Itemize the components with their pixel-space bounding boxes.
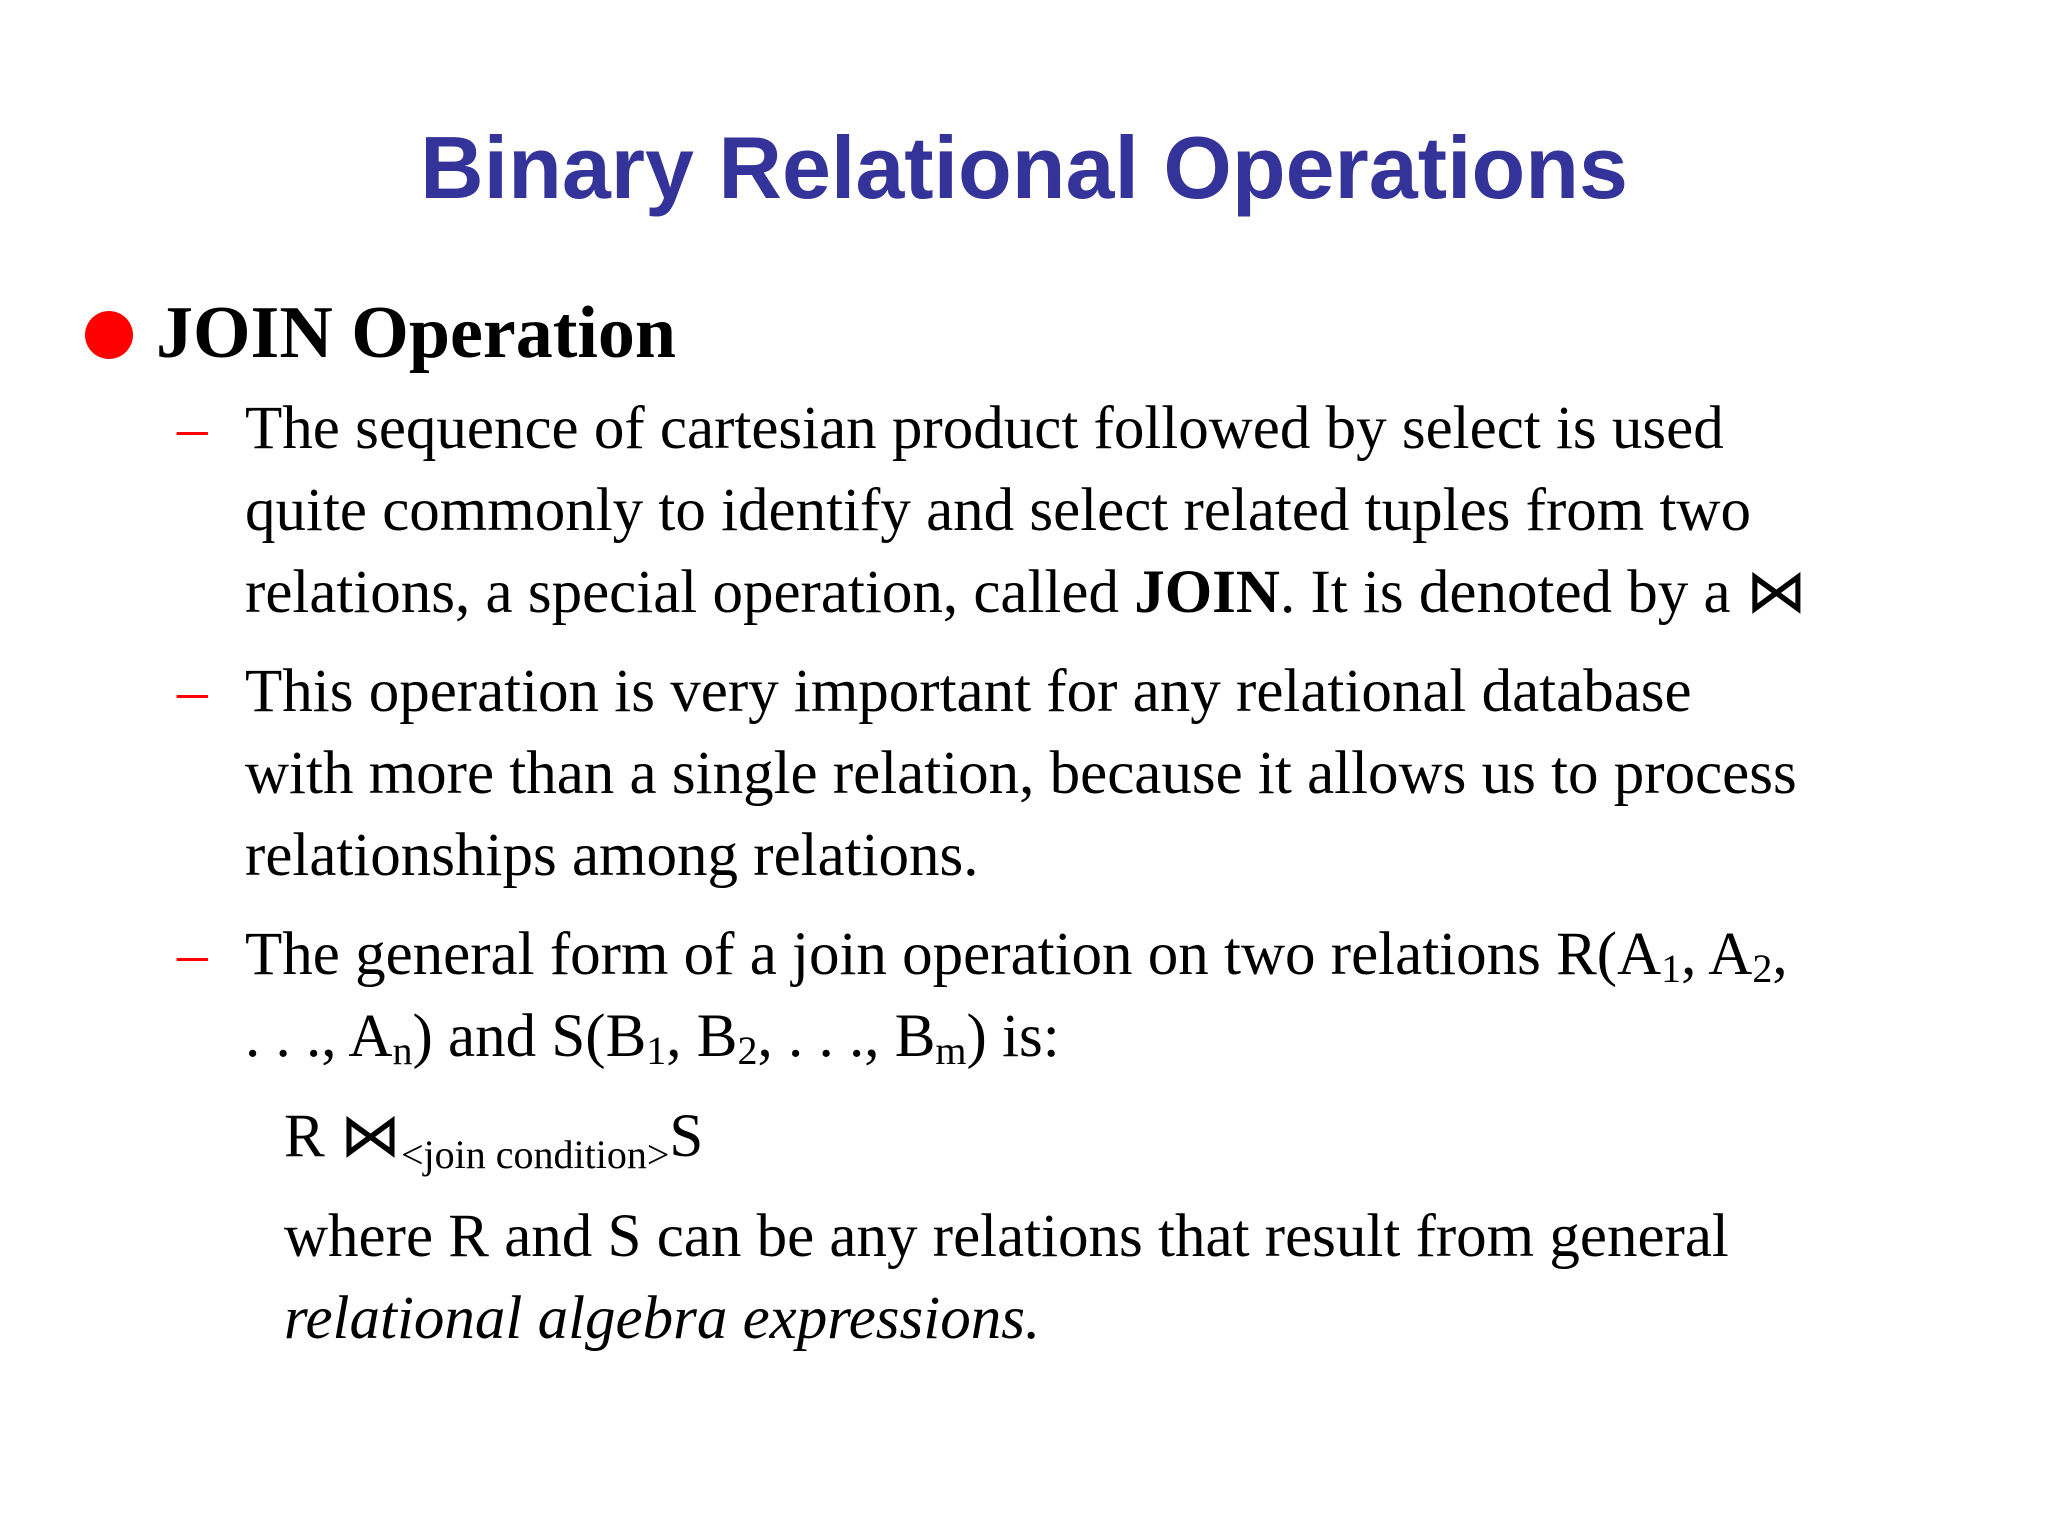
line-text: , B	[666, 1003, 738, 1070]
dash-icon: –	[177, 658, 208, 725]
line-text: relations, a special operation, called	[245, 559, 1135, 626]
sub-bullet-3-line-1	[245, 914, 1788, 996]
join-condition: <join condition>	[400, 1132, 670, 1177]
sub-bullet-3	[0, 914, 2048, 1084]
subscript: n	[392, 1028, 413, 1073]
main-bullet-label: JOIN Operation	[156, 292, 677, 374]
line-text: . . ., A	[245, 1003, 393, 1070]
where-line-1: where R and S can be any relations that result from general	[284, 1203, 1729, 1270]
sub-bullet-2-line-3: relationships among relations.	[245, 822, 979, 889]
line-text: , . . ., B	[757, 1003, 936, 1070]
subscript: 1	[646, 1028, 667, 1073]
where-line-2: relational algebra expressions.	[284, 1285, 1041, 1352]
main-bullet	[80, 278, 1980, 388]
formula-r: R	[284, 1103, 340, 1170]
join-symbol-icon: ⋈	[1745, 559, 1807, 626]
join-formula	[284, 1096, 703, 1184]
line-text: , A	[1681, 921, 1753, 988]
sub-bullet-1-line-1: The sequence of cartesian product followed by select is used	[245, 395, 1724, 462]
slide-title: Binary Relational Operations	[420, 118, 1628, 217]
dash-icon: –	[177, 921, 208, 988]
subscript: 2	[737, 1028, 758, 1073]
bullet-dot-icon	[85, 311, 133, 359]
formula-s: S	[669, 1103, 704, 1170]
sub-bullet-3-line-2	[245, 996, 1060, 1078]
sub-bullet-2	[0, 651, 2048, 897]
sub-bullet-2-line-1: This operation is very important for any relational database	[245, 658, 1692, 725]
line-text: ) and S(B	[412, 1003, 647, 1070]
sub-bullet-1-line-2: quite commonly to identify and select related tuples from two	[245, 477, 1751, 544]
sub-bullet-1	[0, 388, 2048, 634]
join-keyword: JOIN	[1134, 559, 1280, 626]
dash-icon: –	[177, 395, 208, 462]
join-symbol-icon: ⋈	[339, 1103, 401, 1170]
sub-bullet-2-line-2: with more than a single relation, because it allows us to process	[245, 740, 1797, 807]
subscript: m	[935, 1028, 967, 1073]
line-text: ,	[1772, 921, 1788, 988]
subscript: 1	[1661, 946, 1682, 991]
line-text: The general form of a join operation on two relations R(A	[245, 921, 1662, 988]
line-text: . It is denoted by a	[1279, 559, 1746, 626]
subscript: 2	[1752, 946, 1773, 991]
sub-bullet-1-line-3	[245, 552, 1807, 634]
line-text: ) is:	[966, 1003, 1060, 1070]
